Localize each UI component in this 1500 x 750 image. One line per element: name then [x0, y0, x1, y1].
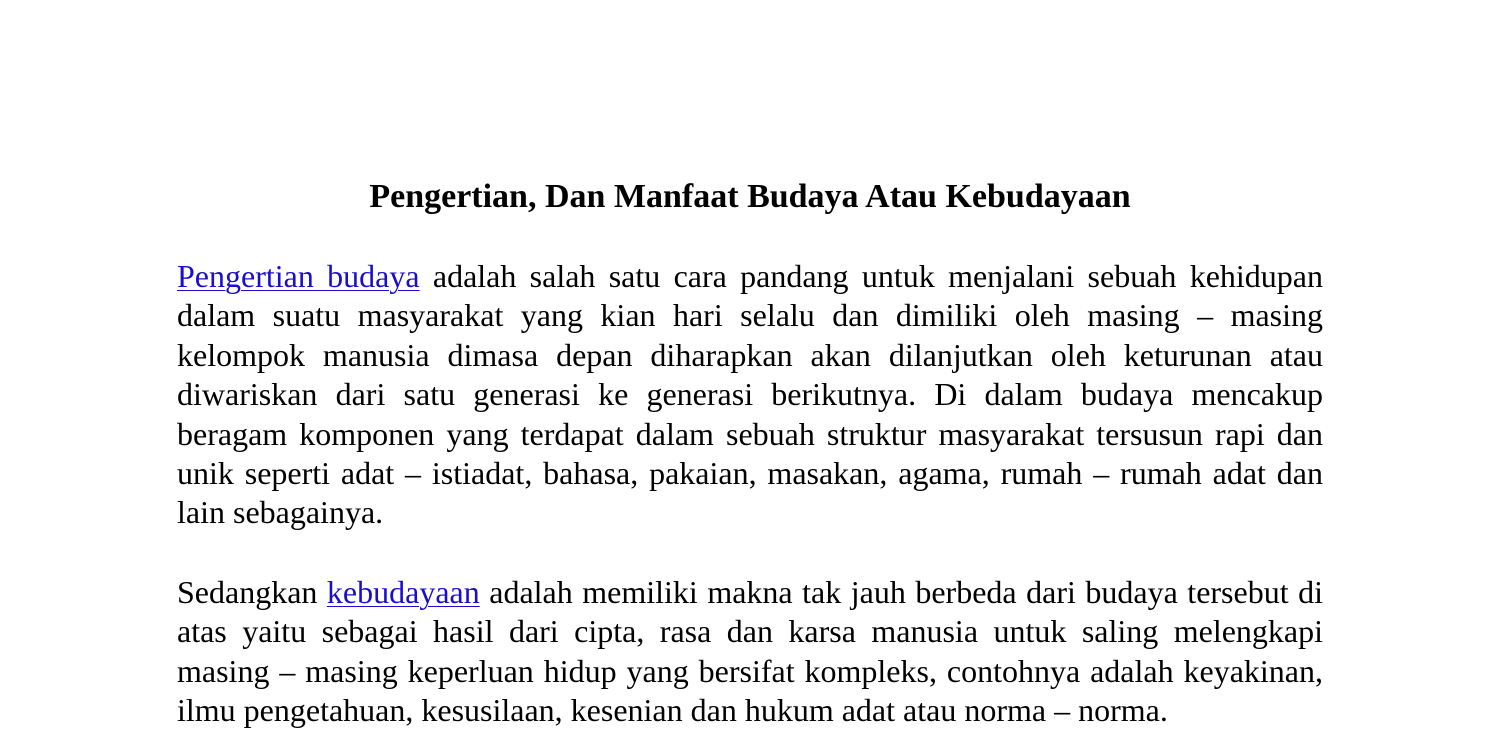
document-title: Pengertian, Dan Manfaat Budaya Atau Kebudayaan — [369, 178, 1131, 215]
link-pengertian-budaya[interactable]: Pengertian budaya — [177, 258, 420, 294]
paragraph-definition-kebudayaan — [177, 573, 1323, 731]
paragraph-2-lead: Sedangkan — [177, 574, 327, 610]
link-kebudayaan[interactable]: kebudayaan — [326, 574, 480, 610]
paragraph-1-text: adalah salah satu cara pandang untuk menjalani sebuah kehidupan dalam suatu masyarakat yang kian hari selalu dan dimiliki oleh masing – masing kelompok manusia dimasa depan diharapkan akan dilanjutkan oleh keturunan atau diwariskan dari satu generasi ke generasi berikutnya. Di dalam budaya mencakup beragam komponen yang terdapat dalam sebuah struktur masyarakat tersusun rapi dan unik seperti adat – istiadat, bahasa, pakaian, masakan, agama, rumah – rumah adat dan lain sebagainya. — [177, 258, 1324, 531]
paragraph-2-text: adalah memiliki makna tak jauh berbeda dari budaya tersebut di atas yaitu sebagai hasil dari cipta, rasa dan karsa manusia untuk saling melengkapi masing – masing keperluan hidup yang bersifat kompleks, contohnya adalah keyakinan, ilmu pengetahuan, kesusilaan, kesenian dan hukum adat atau norma – norma. — [177, 574, 1324, 729]
paragraph-definition-budaya — [177, 257, 1323, 533]
